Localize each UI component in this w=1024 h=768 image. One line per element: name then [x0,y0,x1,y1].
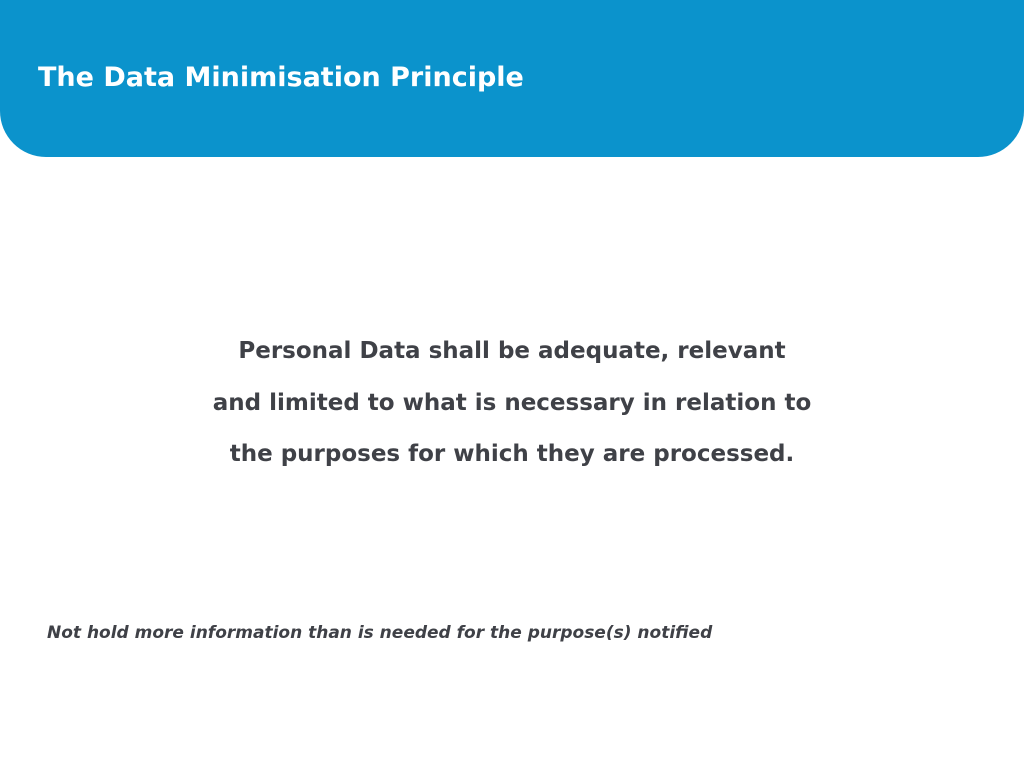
principle-statement: Personal Data shall be adequate, relevant and limited to what is necessary in relation to the purposes for which they are processed. [212,338,812,467]
footnote: Not hold more information than is needed for the purpose(s) notified [47,623,713,643]
header-band [0,0,1024,157]
slide-title: The Data Minimisation Principle [38,62,524,93]
